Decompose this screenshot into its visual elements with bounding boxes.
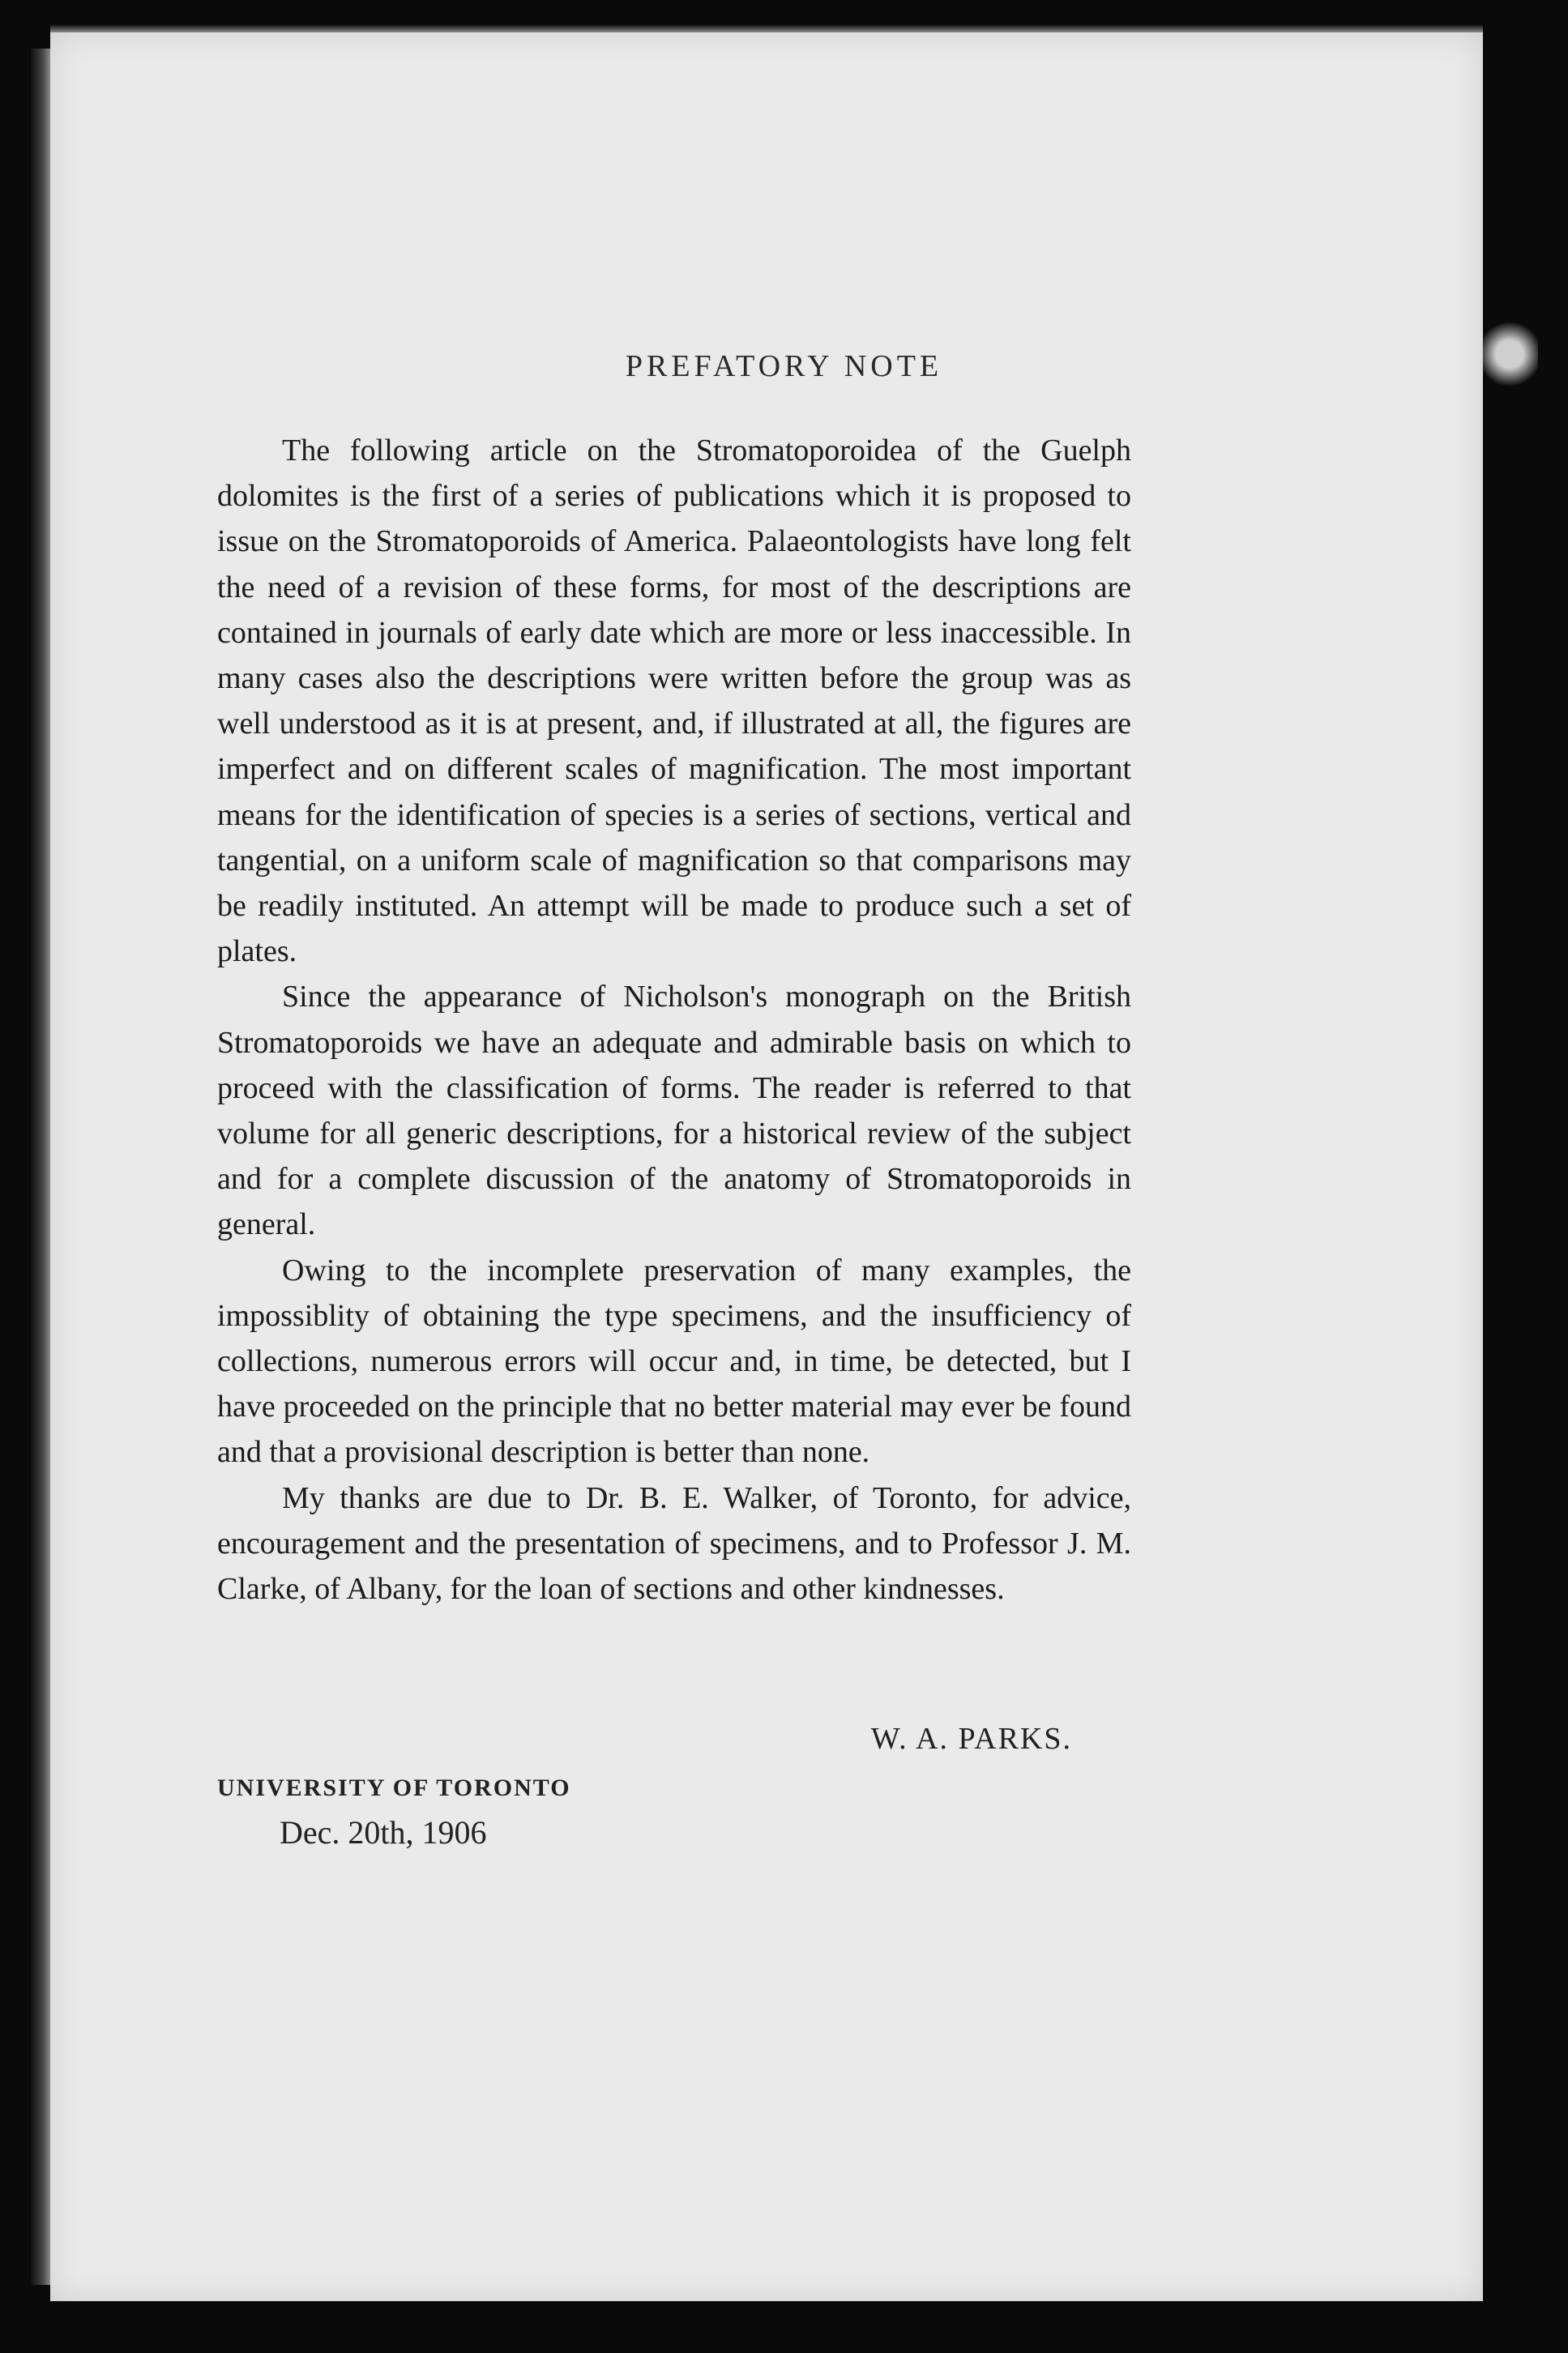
paragraph-4: My thanks are due to Dr. B. E. Walker, of Toronto, for advice, encouragement and the presentation of specimens, and to Professor J. M. Clarke, of Albany, for the loan of sections and other kindnesses. — [217, 1480, 1131, 1607]
paragraph-1: The following article on the Stromatoporoidea of the Guelph dolomites is the first of a series of publications which it is proposed to issue on the Stromatoporoids of America. Palaeontologists have long felt the need of a revision of these forms, for most of the descriptions are contained in journals of early date which are more or less inaccessible. In many cases also the descriptions were written before the group was as well understood as it is at present, and, if illustrated at all, the figures are imperfect and on different scales of magnification. The most important means for the identification of species is a series of sections, vertical and tangential, on a uniform scale of magnification so that comparisons may be readily instituted. An attempt will be made to produce such a set of plates. — [217, 433, 1131, 969]
date-line: Dec. 20th, 1906 — [280, 1814, 487, 1851]
institution: UNIVERSITY OF TORONTO — [217, 1774, 571, 1801]
book-spine — [31, 49, 50, 2285]
author-signature: W. A. PARKS. — [870, 1722, 1072, 1756]
paragraph-3: Owing to the incomplete preservation of many examples, the impossiblity of obtaining the type specimens, and the insufficiency of collections, numerous errors will occur and, in time, be detected, but I have proceeded on the principle that no better material may ever be found and that a provisional description is better than none. — [217, 1253, 1131, 1470]
body-text — [217, 428, 1131, 1612]
page-heading: PREFATORY NOTE — [625, 349, 943, 383]
paragraph-2: Since the appearance of Nicholson's monograph on the British Stromatoporoids we have an adequate and admirable basis on which to proceed with the classification of forms. The reader is referred to that volume for all generic descriptions, for a historical review of the subject and for a complete discussion of the anatomy of Stromatoporoids in general. — [217, 980, 1131, 1242]
